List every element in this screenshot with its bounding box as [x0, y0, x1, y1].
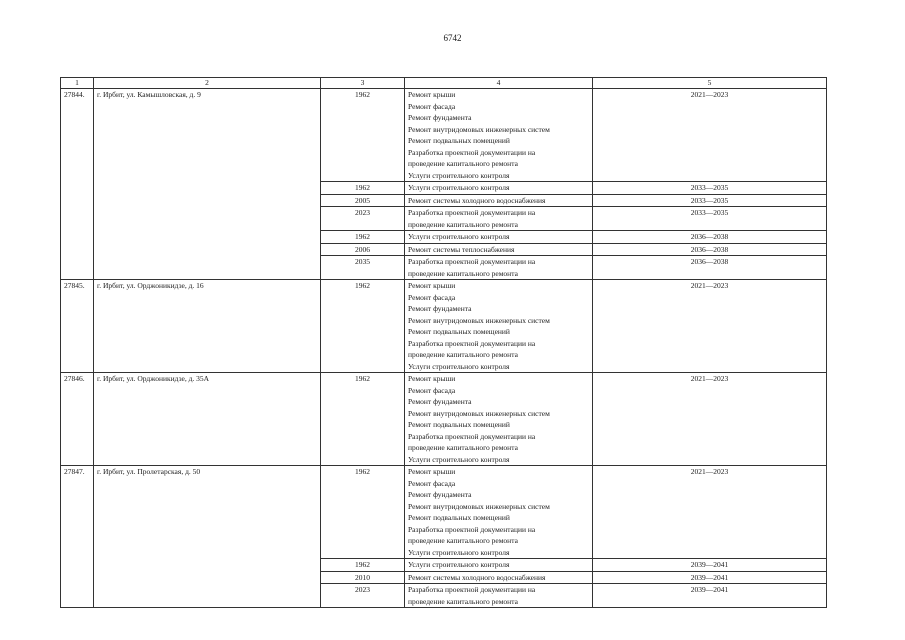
year-cell: 2023 — [321, 207, 405, 231]
table-row — [61, 194, 827, 207]
column-number-row — [61, 78, 827, 89]
table-row — [61, 373, 827, 466]
work-item: проведение капитального ремонта — [408, 536, 518, 545]
year-cell: 1962 — [321, 280, 405, 373]
work-item: Разработка проектной документации на — [408, 524, 536, 534]
year-cell: 1962 — [321, 182, 405, 195]
work-item: Ремонт крыши — [408, 374, 456, 383]
entry-number-cell — [61, 243, 94, 256]
work-item: Ремонт фасада — [408, 292, 456, 302]
work-item: Услуги строительного контроля — [408, 454, 510, 464]
work-item: Ремонт подвальных помещений — [408, 136, 510, 145]
work-item: Ремонт фундамента — [408, 397, 472, 406]
address-cell — [94, 256, 321, 280]
table-row — [61, 584, 827, 608]
entry-number-cell — [61, 584, 94, 608]
table-row — [61, 182, 827, 195]
period-cell: 2021—2023 — [593, 280, 827, 373]
work-item: Разработка проектной документации на — [408, 208, 536, 217]
work-item: Ремонт подвальных помещений — [408, 513, 510, 522]
work-item: Ремонт фасада — [408, 385, 456, 395]
work-item: Ремонт внутридомовых инженерных систем — [408, 408, 550, 418]
work-item: проведение капитального ремонта — [408, 350, 518, 359]
work-item: Ремонт системы холодного водоснабжения — [408, 195, 546, 205]
entry-number-cell — [61, 571, 94, 584]
period-cell: 2033—2035 — [593, 182, 827, 195]
table-body — [61, 89, 827, 608]
address-cell — [94, 571, 321, 584]
repair-schedule-table — [60, 77, 827, 608]
work-item: Услуги строительного контроля — [408, 183, 510, 192]
works-cell — [405, 571, 593, 584]
year-cell: 1962 — [321, 559, 405, 572]
column-header: 4 — [405, 78, 593, 89]
table-row — [61, 231, 827, 244]
period-cell: 2036—2038 — [593, 243, 827, 256]
address-cell: г. Ирбит, ул. Камышловская, д. 9 — [94, 89, 321, 182]
work-item: Ремонт фасада — [408, 101, 456, 111]
work-item: Ремонт фасада — [408, 478, 456, 488]
entry-number-cell — [61, 231, 94, 244]
entry-number-cell — [61, 256, 94, 280]
table-row — [61, 559, 827, 572]
address-cell — [94, 584, 321, 608]
work-item: Ремонт подвальных помещений — [408, 420, 510, 429]
period-cell: 2021—2023 — [593, 466, 827, 559]
work-item: Услуги строительного контроля — [408, 547, 510, 557]
year-cell: 1962 — [321, 373, 405, 466]
work-item: Ремонт системы холодного водоснабжения — [408, 572, 546, 582]
works-cell — [405, 559, 593, 572]
work-item: Разработка проектной документации на — [408, 431, 536, 441]
period-cell: 2021—2023 — [593, 373, 827, 466]
column-header: 2 — [94, 78, 321, 89]
year-cell: 2006 — [321, 243, 405, 256]
period-cell: 2033—2035 — [593, 194, 827, 207]
year-cell: 2035 — [321, 256, 405, 280]
works-cell — [405, 466, 593, 559]
works-cell — [405, 584, 593, 608]
period-cell: 2033—2035 — [593, 207, 827, 231]
works-cell — [405, 207, 593, 231]
work-item: проведение капитального ремонта — [408, 443, 518, 452]
table-row — [61, 280, 827, 373]
work-item: Разработка проектной документации на — [408, 147, 536, 157]
period-cell: 2039—2041 — [593, 559, 827, 572]
period-cell: 2039—2041 — [593, 571, 827, 584]
work-item: Разработка проектной документации на — [408, 257, 536, 266]
works-cell — [405, 373, 593, 466]
works-cell — [405, 280, 593, 373]
work-item: Ремонт внутридомовых инженерных систем — [408, 124, 550, 134]
work-item: Ремонт крыши — [408, 90, 456, 99]
entry-number-cell — [61, 194, 94, 207]
year-cell: 1962 — [321, 89, 405, 182]
entry-number-cell: 27845. — [61, 280, 94, 373]
address-cell: г. Ирбит, ул. Орджоникидзе, д. 16 — [94, 280, 321, 373]
column-header: 5 — [593, 78, 827, 89]
year-cell: 1962 — [321, 231, 405, 244]
work-item: Ремонт подвальных помещений — [408, 327, 510, 336]
year-cell: 2010 — [321, 571, 405, 584]
works-cell — [405, 194, 593, 207]
work-item: Услуги строительного контроля — [408, 361, 510, 371]
address-cell — [94, 182, 321, 195]
address-cell — [94, 559, 321, 572]
work-item: Разработка проектной документации на — [408, 585, 536, 594]
entry-number-cell: 27844. — [61, 89, 94, 182]
table-row — [61, 89, 827, 182]
period-cell: 2021—2023 — [593, 89, 827, 182]
work-item: проведение капитального ремонта — [408, 596, 518, 606]
works-cell — [405, 256, 593, 280]
table-row — [61, 571, 827, 584]
address-cell: г. Ирбит, ул. Пролетарская, д. 50 — [94, 466, 321, 559]
table-row — [61, 243, 827, 256]
entry-number-cell — [61, 559, 94, 572]
address-cell — [94, 243, 321, 256]
entry-number-cell: 27846. — [61, 373, 94, 466]
work-item: проведение капитального ремонта — [408, 268, 518, 278]
column-header: 1 — [61, 78, 94, 89]
work-item: Услуги строительного контроля — [408, 232, 510, 241]
year-cell: 1962 — [321, 466, 405, 559]
entry-number-cell: 27847. — [61, 466, 94, 559]
work-item: Ремонт фундамента — [408, 113, 472, 122]
works-cell — [405, 243, 593, 256]
works-cell — [405, 89, 593, 182]
period-cell: 2036—2038 — [593, 231, 827, 244]
address-cell — [94, 194, 321, 207]
table-row — [61, 256, 827, 280]
year-cell: 2005 — [321, 194, 405, 207]
works-cell — [405, 182, 593, 195]
work-item: Ремонт внутридомовых инженерных систем — [408, 315, 550, 325]
work-item: проведение капитального ремонта — [408, 159, 518, 168]
work-item: Ремонт крыши — [408, 281, 456, 290]
page-number: 6742 — [443, 33, 462, 43]
work-item: Ремонт системы теплоснабжения — [408, 244, 515, 254]
table-row — [61, 207, 827, 231]
address-cell — [94, 207, 321, 231]
work-item: Ремонт внутридомовых инженерных систем — [408, 501, 550, 511]
address-cell — [94, 231, 321, 244]
entry-number-cell — [61, 207, 94, 231]
period-cell: 2036—2038 — [593, 256, 827, 280]
work-item: Ремонт фундамента — [408, 304, 472, 313]
works-cell — [405, 231, 593, 244]
work-item: Услуги строительного контроля — [408, 170, 510, 180]
work-item: Ремонт фундамента — [408, 490, 472, 499]
year-cell: 2023 — [321, 584, 405, 608]
entry-number-cell — [61, 182, 94, 195]
work-item: Услуги строительного контроля — [408, 560, 510, 569]
period-cell: 2039—2041 — [593, 584, 827, 608]
work-item: Разработка проектной документации на — [408, 338, 536, 348]
work-item: Ремонт крыши — [408, 467, 456, 476]
table-row — [61, 466, 827, 559]
work-item: проведение капитального ремонта — [408, 219, 518, 229]
column-header: 3 — [321, 78, 405, 89]
address-cell: г. Ирбит, ул. Орджоникидзе, д. 35А — [94, 373, 321, 466]
